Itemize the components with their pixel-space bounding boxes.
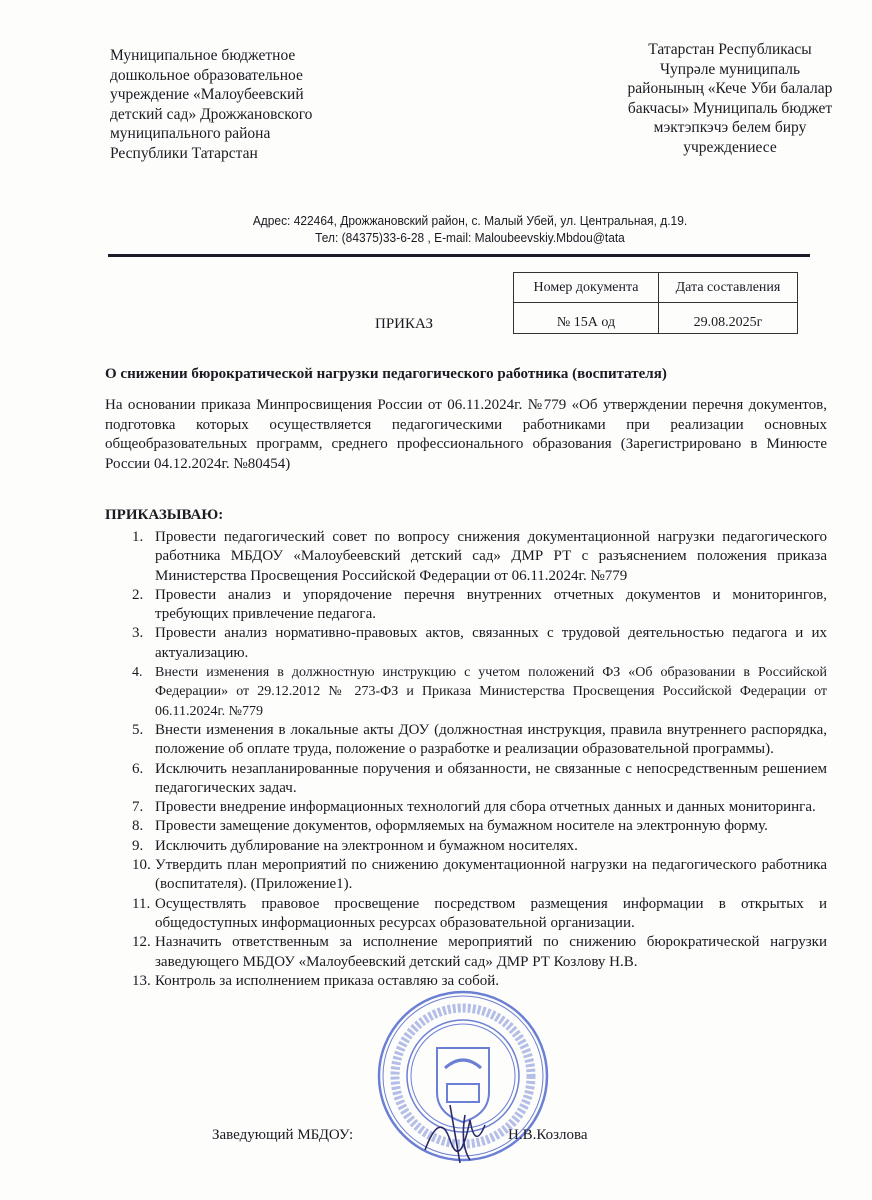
document-date: 29.08.2025г bbox=[659, 303, 798, 334]
item-text: Контроль за исполнением приказа оставляю за собой. bbox=[155, 972, 500, 989]
document-type: ПРИКАЗ bbox=[375, 316, 433, 332]
list-item bbox=[105, 933, 827, 972]
list-item bbox=[105, 817, 827, 836]
intro-paragraph: На основании приказа Минпросвищения России от 06.11.2024г. №779 «Об утверждении перечня документов, подготовка которых осуществляется педагогическими работниками при реализации основных общеобразовательных программ, среднего профессионального образования (Зарегистрировано в Минюсте России 04.12.2024г. №80454) bbox=[105, 397, 827, 472]
item-text: Исключить дублирование на электронном и бумажном носителях. bbox=[155, 837, 578, 854]
org-line: дошкольное образовательное bbox=[110, 66, 303, 84]
item-number: 3. bbox=[132, 625, 144, 642]
order-heading: ПРИКАЗЫВАЮ: bbox=[105, 507, 224, 523]
item-number: 9. bbox=[132, 837, 144, 854]
org-line: учреждение «Малоубеевский bbox=[110, 86, 304, 104]
list-item bbox=[105, 856, 827, 895]
org-name-russian bbox=[110, 46, 312, 164]
list-item bbox=[105, 721, 827, 760]
item-number: 6. bbox=[132, 760, 144, 777]
order-items bbox=[105, 528, 827, 991]
signatory-name: Н.В.Козлова bbox=[508, 1127, 588, 1143]
address: Адрес: 422464, Дрожжановский район, с. Малый Убей, ул. Центральная, д.19. bbox=[252, 213, 688, 228]
item-number: 11. bbox=[132, 895, 151, 912]
org-line: бакчасы» Муниципаль бюджет bbox=[627, 99, 833, 117]
item-text: Провести анализ и упорядочение перечня внутренних отчетных документов и мониторингов, требующих привлечение педагога. bbox=[155, 586, 827, 623]
org-line: мэктэпкэчэ белем биру bbox=[653, 119, 807, 137]
list-item bbox=[105, 798, 827, 817]
item-number: 12. bbox=[132, 934, 151, 951]
item-text: Исключить незапланированные поручения и обязанности, не связанные с непосредственным решением педагогических задач. bbox=[155, 760, 827, 796]
item-text: Провести анализ нормативно-правовых актов, связанных с трудовой деятельностью педагога и их актуализацию. bbox=[155, 625, 827, 661]
signature bbox=[420, 1095, 510, 1165]
list-item bbox=[105, 760, 827, 799]
item-text: Осуществлять правовое просвещение посредством размещения информации в открытых и общедоступных информационных ресурсах образовательной организации. bbox=[155, 895, 827, 931]
item-text: Внести изменения в должностную инструкцию с учетом положений ФЗ «Об образовании в Российской Федерации» от 29.12.2012 № 273-ФЗ и Приказа Министерства Просвещения Российской Федерации от 06.11.2024г. №779 bbox=[155, 665, 827, 719]
item-number: 7. bbox=[132, 799, 144, 816]
list-item bbox=[105, 895, 827, 934]
org-line: Муниципальное бюджетное bbox=[110, 47, 296, 64]
item-text: Внести изменения в локальные акты ДОУ (должностная инструкция, правила внутреннего распорядка, положение об оплате труда, положение о разработке и реализации образовательной программы). bbox=[155, 721, 827, 758]
item-number: 13. bbox=[132, 972, 151, 989]
item-number: 5. bbox=[132, 721, 144, 738]
org-name-tatar bbox=[600, 40, 860, 158]
document-title: О снижении бюрократической нагрузки педагогического работника (воспитателя) bbox=[105, 366, 667, 382]
item-text: Провести внедрение информационных технологий для сбора отчетных данных и данных мониторинга. bbox=[155, 799, 816, 816]
org-line: Республики Татарстан bbox=[110, 144, 258, 162]
list-item bbox=[105, 624, 827, 663]
org-line: детский сад» Дрожжановского bbox=[110, 105, 313, 123]
org-line: муниципального района bbox=[110, 125, 271, 143]
item-number: 4. bbox=[132, 665, 143, 681]
contacts: Тел: (84375)33-6-28 , E-mail: Maloubeevskiy.Mbdou@tata bbox=[315, 230, 625, 245]
item-number: 8. bbox=[132, 818, 144, 835]
document-meta-table bbox=[513, 272, 798, 334]
item-number: 1. bbox=[132, 529, 144, 545]
item-text: Провести замещение документов, оформляемых на бумажном носителе на электронную форму. bbox=[155, 818, 768, 835]
list-item bbox=[105, 837, 827, 856]
item-number: 2. bbox=[132, 586, 144, 603]
item-text: Утвердить план мероприятий по снижению документационной нагрузки на педагогического работника (воспитателя). (Приложение1). bbox=[155, 857, 827, 893]
org-line: учреждениесе bbox=[683, 138, 777, 156]
item-number: 10. bbox=[132, 857, 151, 874]
address-block bbox=[148, 212, 792, 246]
org-line: Татарстан Республикасы bbox=[648, 41, 812, 58]
document-number: № 15А од bbox=[514, 303, 659, 334]
number-label: Номер документа bbox=[514, 273, 659, 303]
item-text: Провести педагогический совет по вопросу снижения документационной нагрузки педагогического работника МБДОУ «Малоубеевский детский сад» ДМР РТ с разъяснением положения приказа Министерства Просвещения Российской Федерации от 06.11.2024г. №779 bbox=[155, 529, 827, 584]
list-item bbox=[105, 528, 827, 586]
header-divider bbox=[108, 254, 810, 257]
item-text: Назначить ответственным за исполнение мероприятий по снижению бюрократической нагрузки заведующего МБДОУ «Малоубеевский детский сад» ДМР РТ Козлову Н.В. bbox=[155, 934, 827, 970]
list-item bbox=[105, 663, 827, 721]
org-line: Чупрәле муниципаль bbox=[659, 60, 801, 78]
date-label: Дата составления bbox=[659, 273, 798, 303]
list-item bbox=[105, 586, 827, 625]
org-line: районының «Кече Уби балалар bbox=[627, 80, 833, 98]
signatory-title: Заведующий МБДОУ: bbox=[212, 1127, 354, 1143]
